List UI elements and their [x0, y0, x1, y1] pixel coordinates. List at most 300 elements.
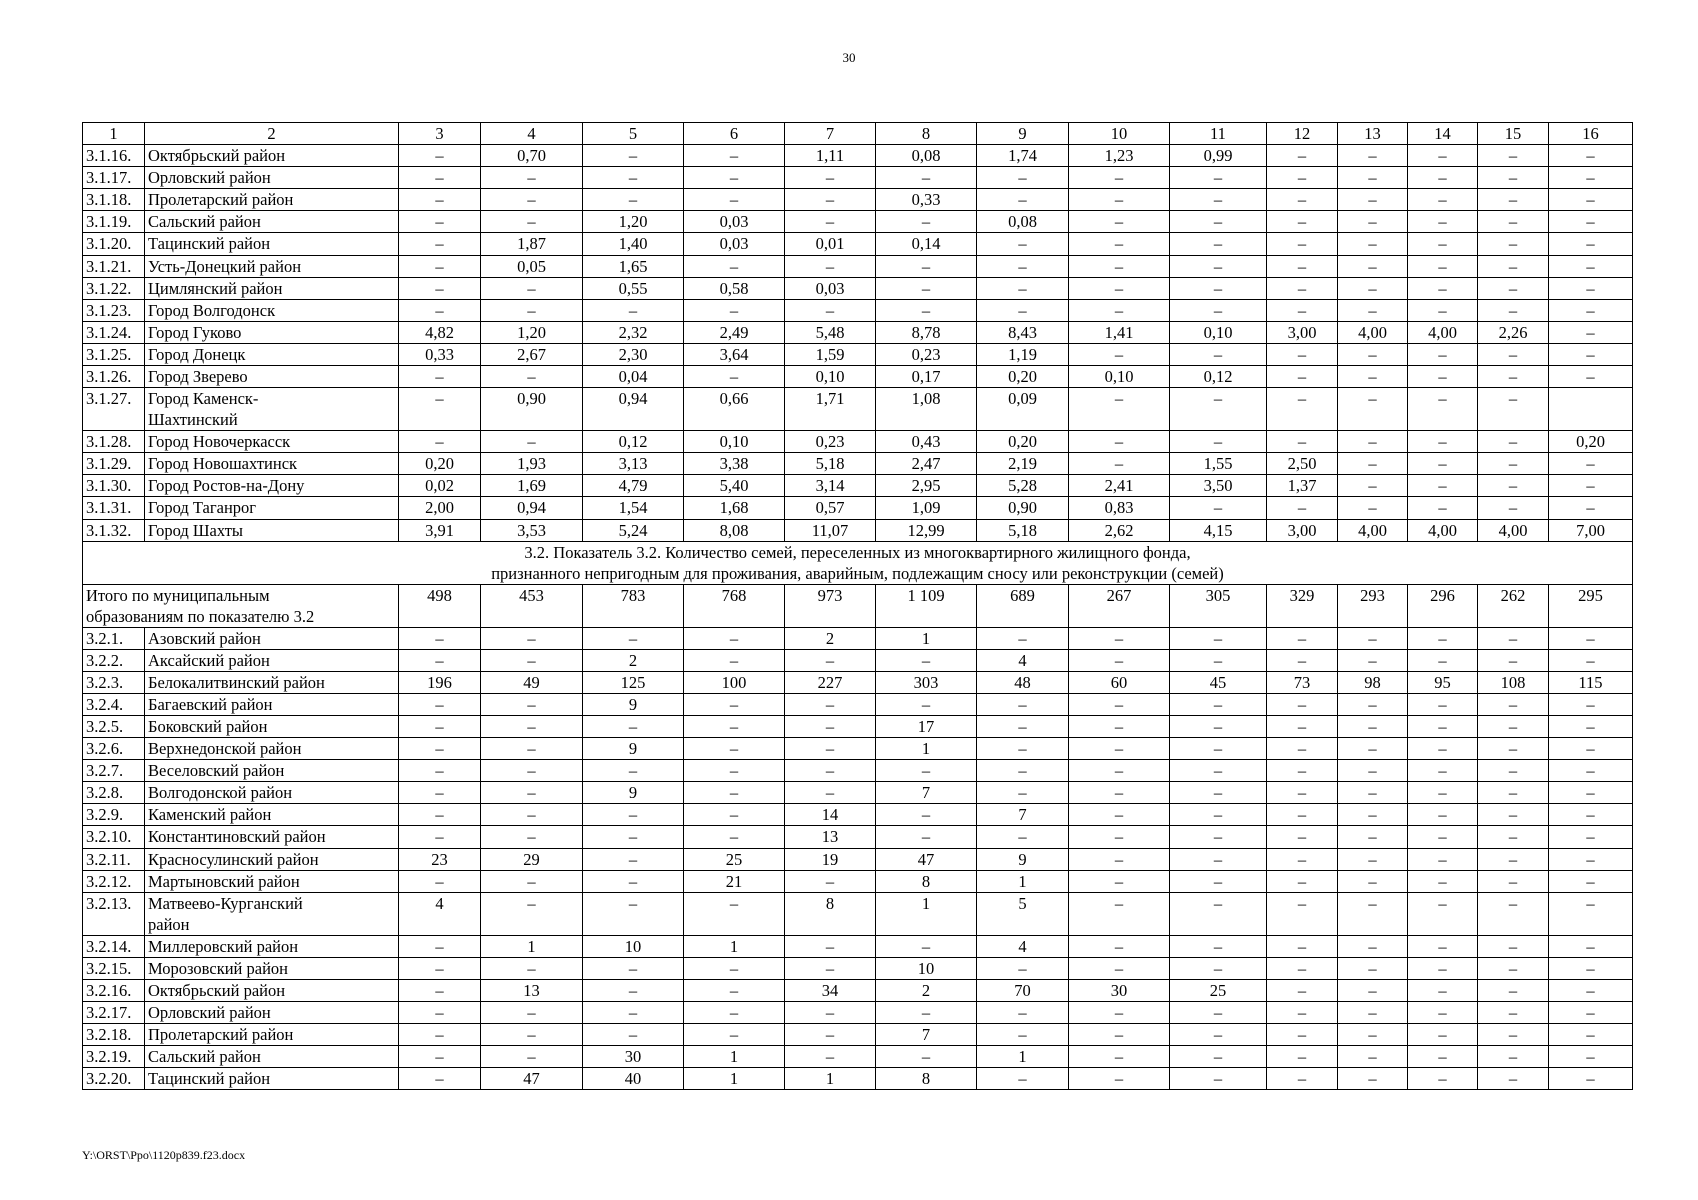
- value-cell: –: [1267, 1002, 1338, 1024]
- value-cell: 2,00: [399, 497, 481, 519]
- value-cell: 1,19: [977, 343, 1069, 365]
- row-number: 3.1.19.: [83, 211, 145, 233]
- value-cell: 0,83: [1069, 497, 1170, 519]
- total-value-cell: 1 109: [876, 584, 977, 627]
- value-cell: –: [1549, 453, 1633, 475]
- row-number: 3.1.28.: [83, 431, 145, 453]
- value-cell: –: [1408, 935, 1478, 957]
- value-cell: –: [1408, 255, 1478, 277]
- value-cell: 1,71: [785, 388, 876, 431]
- value-cell: 14: [785, 804, 876, 826]
- value-cell: –: [1069, 957, 1170, 979]
- value-cell: 5,18: [785, 453, 876, 475]
- value-cell: 4,15: [1170, 519, 1267, 541]
- value-cell: –: [583, 1002, 684, 1024]
- value-cell: –: [583, 1024, 684, 1046]
- value-cell: –: [1170, 715, 1267, 737]
- value-cell: –: [1267, 804, 1338, 826]
- value-cell: 2,19: [977, 453, 1069, 475]
- value-cell: –: [1338, 738, 1408, 760]
- value-cell: –: [684, 738, 785, 760]
- value-cell: –: [1549, 1024, 1633, 1046]
- value-cell: –: [876, 649, 977, 671]
- value-cell: –: [1267, 738, 1338, 760]
- table-row: [83, 979, 1633, 1001]
- value-cell: 34: [785, 979, 876, 1001]
- value-cell: –: [876, 1002, 977, 1024]
- value-cell: –: [1408, 804, 1478, 826]
- value-cell: 0,08: [876, 145, 977, 167]
- value-cell: –: [1478, 715, 1549, 737]
- value-cell: –: [684, 649, 785, 671]
- value-cell: –: [1338, 343, 1408, 365]
- value-cell: –: [1338, 277, 1408, 299]
- row-name: Пролетарский район: [145, 1024, 399, 1046]
- value-cell: –: [1170, 299, 1267, 321]
- value-cell: –: [1338, 167, 1408, 189]
- row-number: 3.1.26.: [83, 366, 145, 388]
- value-cell: 1: [684, 1068, 785, 1090]
- row-name-line: Матвеево-Курганский: [148, 893, 303, 913]
- value-cell: –: [977, 826, 1069, 848]
- value-cell: –: [583, 627, 684, 649]
- value-cell: 1: [684, 1046, 785, 1068]
- value-cell: –: [684, 715, 785, 737]
- table-row: [83, 870, 1633, 892]
- row-number: 3.2.2.: [83, 649, 145, 671]
- value-cell: –: [1338, 211, 1408, 233]
- value-cell: –: [1549, 979, 1633, 1001]
- row-name-line: Шахтинский: [148, 410, 238, 430]
- value-cell: 0,04: [583, 366, 684, 388]
- value-cell: 25: [1170, 979, 1267, 1001]
- value-cell: –: [1170, 1046, 1267, 1068]
- column-header: 12: [1267, 123, 1338, 145]
- value-cell: –: [1478, 1068, 1549, 1090]
- value-cell: –: [1408, 870, 1478, 892]
- value-cell: 0,20: [977, 431, 1069, 453]
- value-cell: –: [1478, 475, 1549, 497]
- value-cell: 9: [977, 848, 1069, 870]
- value-cell: –: [1267, 255, 1338, 277]
- value-cell: –: [1338, 388, 1408, 431]
- value-cell: –: [1338, 957, 1408, 979]
- column-header: 16: [1549, 123, 1633, 145]
- value-cell: –: [1408, 497, 1478, 519]
- value-cell: –: [785, 870, 876, 892]
- value-cell: –: [1408, 1068, 1478, 1090]
- value-cell: –: [1408, 277, 1478, 299]
- value-cell: –: [1069, 782, 1170, 804]
- value-cell: –: [1549, 321, 1633, 343]
- value-cell: 1,55: [1170, 453, 1267, 475]
- value-cell: –: [876, 255, 977, 277]
- value-cell: –: [977, 760, 1069, 782]
- value-cell: –: [1170, 167, 1267, 189]
- row-name: Город Таганрог: [145, 497, 399, 519]
- value-cell: –: [399, 167, 481, 189]
- value-cell: 2,62: [1069, 519, 1170, 541]
- column-header: 6: [684, 123, 785, 145]
- value-cell: –: [1170, 497, 1267, 519]
- value-cell: –: [583, 870, 684, 892]
- value-cell: –: [1267, 649, 1338, 671]
- value-cell: 1: [684, 935, 785, 957]
- row-name: Пролетарский район: [145, 189, 399, 211]
- value-cell: 0,94: [481, 497, 583, 519]
- table-row: [83, 431, 1633, 453]
- value-cell: 8: [785, 892, 876, 935]
- value-cell: 49: [481, 671, 583, 693]
- value-cell: –: [481, 189, 583, 211]
- row-number: 3.2.1.: [83, 627, 145, 649]
- row-name: Сальский район: [145, 1046, 399, 1068]
- value-cell: –: [1338, 870, 1408, 892]
- row-number: 3.2.11.: [83, 848, 145, 870]
- value-cell: 70: [977, 979, 1069, 1001]
- value-cell: 1,08: [876, 388, 977, 431]
- value-cell: 0,08: [977, 211, 1069, 233]
- table-row: [83, 299, 1633, 321]
- value-cell: –: [1170, 211, 1267, 233]
- value-cell: –: [481, 366, 583, 388]
- value-cell: –: [583, 167, 684, 189]
- row-number: 3.2.5.: [83, 715, 145, 737]
- row-number: 3.2.18.: [83, 1024, 145, 1046]
- value-cell: 47: [481, 1068, 583, 1090]
- value-cell: –: [583, 804, 684, 826]
- table-row: [83, 738, 1633, 760]
- value-cell: 2,50: [1267, 453, 1338, 475]
- value-cell: 1,09: [876, 497, 977, 519]
- value-cell: 12,99: [876, 519, 977, 541]
- value-cell: 1,40: [583, 233, 684, 255]
- value-cell: –: [1267, 431, 1338, 453]
- indicator-table: [82, 122, 1633, 1090]
- value-cell: –: [1170, 935, 1267, 957]
- value-cell: –: [876, 935, 977, 957]
- value-cell: –: [684, 167, 785, 189]
- total-value-cell: 295: [1549, 584, 1633, 627]
- row-name: Орловский район: [145, 1002, 399, 1024]
- value-cell: –: [1549, 782, 1633, 804]
- value-cell: –: [1478, 388, 1549, 431]
- value-cell: –: [1338, 760, 1408, 782]
- value-cell: –: [684, 957, 785, 979]
- value-cell: –: [1408, 145, 1478, 167]
- value-cell: 0,05: [481, 255, 583, 277]
- value-cell: –: [481, 738, 583, 760]
- value-cell: –: [785, 167, 876, 189]
- row-name: Багаевский район: [145, 693, 399, 715]
- value-cell: –: [785, 715, 876, 737]
- value-cell: –: [977, 627, 1069, 649]
- value-cell: –: [1549, 1002, 1633, 1024]
- value-cell: 0,03: [785, 277, 876, 299]
- row-name: Красносулинский район: [145, 848, 399, 870]
- value-cell: –: [1170, 870, 1267, 892]
- row-number: 3.2.19.: [83, 1046, 145, 1068]
- value-cell: –: [1338, 804, 1408, 826]
- value-cell: 4: [399, 892, 481, 935]
- value-cell: –: [1069, 627, 1170, 649]
- value-cell: –: [1338, 935, 1408, 957]
- value-cell: 2,67: [481, 343, 583, 365]
- value-cell: 4,00: [1338, 519, 1408, 541]
- value-cell: 5,28: [977, 475, 1069, 497]
- value-cell: –: [1549, 870, 1633, 892]
- value-cell: –: [1408, 211, 1478, 233]
- value-cell: 2: [785, 627, 876, 649]
- total-value-cell: 453: [481, 584, 583, 627]
- value-cell: 0,10: [684, 431, 785, 453]
- table-row: [83, 1068, 1633, 1090]
- row-number: 3.1.29.: [83, 453, 145, 475]
- row-name: Город Волгодонск: [145, 299, 399, 321]
- value-cell: –: [1478, 848, 1549, 870]
- value-cell: –: [1069, 760, 1170, 782]
- value-cell: –: [399, 211, 481, 233]
- value-cell: –: [1267, 145, 1338, 167]
- value-cell: 0,03: [684, 211, 785, 233]
- value-cell: 1,11: [785, 145, 876, 167]
- value-cell: 0,12: [583, 431, 684, 453]
- value-cell: 21: [684, 870, 785, 892]
- value-cell: –: [583, 892, 684, 935]
- table-row: [83, 826, 1633, 848]
- value-cell: 3,64: [684, 343, 785, 365]
- value-cell: 108: [1478, 671, 1549, 693]
- row-number: 3.1.21.: [83, 255, 145, 277]
- row-number: 3.2.7.: [83, 760, 145, 782]
- value-cell: 115: [1549, 671, 1633, 693]
- value-cell: –: [977, 255, 1069, 277]
- value-cell: 0,10: [1069, 366, 1170, 388]
- row-number: 3.2.17.: [83, 1002, 145, 1024]
- value-cell: –: [399, 1024, 481, 1046]
- value-cell: –: [399, 627, 481, 649]
- value-cell: –: [785, 1002, 876, 1024]
- value-cell: –: [684, 299, 785, 321]
- value-cell: –: [1549, 627, 1633, 649]
- value-cell: –: [1338, 649, 1408, 671]
- value-cell: –: [1478, 343, 1549, 365]
- value-cell: –: [1408, 299, 1478, 321]
- footer-file-path: Y:\ORST\Ppo\1120p839.f23.docx: [82, 1148, 246, 1162]
- value-cell: 1,20: [583, 211, 684, 233]
- value-cell: 4,82: [399, 321, 481, 343]
- value-cell: –: [785, 1024, 876, 1046]
- value-cell: –: [399, 715, 481, 737]
- value-cell: 7: [876, 782, 977, 804]
- row-name: [145, 892, 399, 935]
- row-number: 3.1.32.: [83, 519, 145, 541]
- row-name: Константиновский район: [145, 826, 399, 848]
- value-cell: 3,00: [1267, 519, 1338, 541]
- value-cell: –: [1069, 935, 1170, 957]
- value-cell: –: [1478, 189, 1549, 211]
- value-cell: –: [1170, 826, 1267, 848]
- value-cell: –: [876, 1046, 977, 1068]
- row-name: Усть-Донецкий район: [145, 255, 399, 277]
- value-cell: 2,95: [876, 475, 977, 497]
- value-cell: 13: [481, 979, 583, 1001]
- value-cell: –: [1549, 233, 1633, 255]
- section-title: [83, 541, 1633, 584]
- column-header: 10: [1069, 123, 1170, 145]
- value-cell: 2,30: [583, 343, 684, 365]
- column-header: 11: [1170, 123, 1267, 145]
- value-cell: –: [785, 782, 876, 804]
- value-cell: –: [1338, 145, 1408, 167]
- value-cell: 60: [1069, 671, 1170, 693]
- column-header: 4: [481, 123, 583, 145]
- value-cell: 95: [1408, 671, 1478, 693]
- row-name: Аксайский район: [145, 649, 399, 671]
- value-cell: –: [583, 760, 684, 782]
- value-cell: –: [583, 299, 684, 321]
- value-cell: 10: [583, 935, 684, 957]
- value-cell: –: [481, 892, 583, 935]
- table-row: [83, 255, 1633, 277]
- value-cell: 4,00: [1478, 519, 1549, 541]
- value-cell: 2,49: [684, 321, 785, 343]
- row-name: Каменский район: [145, 804, 399, 826]
- value-cell: –: [1549, 848, 1633, 870]
- value-cell: 8: [876, 1068, 977, 1090]
- value-cell: 3,13: [583, 453, 684, 475]
- value-cell: –: [684, 782, 785, 804]
- value-cell: –: [1408, 1046, 1478, 1068]
- value-cell: 0,02: [399, 475, 481, 497]
- value-cell: 3,00: [1267, 321, 1338, 343]
- value-cell: –: [1170, 848, 1267, 870]
- row-number: 3.1.25.: [83, 343, 145, 365]
- value-cell: 4: [977, 649, 1069, 671]
- value-cell: 3,91: [399, 519, 481, 541]
- value-cell: –: [1170, 804, 1267, 826]
- value-cell: –: [399, 693, 481, 715]
- column-header: 3: [399, 123, 481, 145]
- value-cell: –: [1408, 1024, 1478, 1046]
- value-cell: –: [1069, 167, 1170, 189]
- value-cell: 1,69: [481, 475, 583, 497]
- value-cell: –: [1069, 233, 1170, 255]
- value-cell: 0,17: [876, 366, 977, 388]
- value-cell: –: [1408, 715, 1478, 737]
- value-cell: 30: [1069, 979, 1170, 1001]
- value-cell: –: [481, 760, 583, 782]
- value-cell: –: [1267, 277, 1338, 299]
- value-cell: –: [1338, 255, 1408, 277]
- value-cell: –: [1267, 782, 1338, 804]
- value-cell: 73: [1267, 671, 1338, 693]
- value-cell: –: [684, 627, 785, 649]
- value-cell: –: [1478, 277, 1549, 299]
- value-cell: –: [399, 189, 481, 211]
- value-cell: –: [1478, 167, 1549, 189]
- value-cell: –: [1478, 255, 1549, 277]
- row-number: 3.1.24.: [83, 321, 145, 343]
- total-label: [83, 584, 399, 627]
- value-cell: 2,32: [583, 321, 684, 343]
- value-cell: –: [1478, 453, 1549, 475]
- value-cell: –: [1069, 804, 1170, 826]
- value-cell: –: [1549, 299, 1633, 321]
- value-cell: –: [481, 1002, 583, 1024]
- value-cell: 9: [583, 782, 684, 804]
- value-cell: –: [684, 189, 785, 211]
- value-cell: –: [1069, 1002, 1170, 1024]
- value-cell: –: [1478, 826, 1549, 848]
- value-cell: –: [481, 1024, 583, 1046]
- value-cell: 1,41: [1069, 321, 1170, 343]
- value-cell: –: [1408, 649, 1478, 671]
- value-cell: –: [876, 804, 977, 826]
- value-cell: –: [1170, 189, 1267, 211]
- value-cell: 0,70: [481, 145, 583, 167]
- value-cell: –: [1338, 1068, 1408, 1090]
- value-cell: 0,03: [684, 233, 785, 255]
- value-cell: –: [1338, 233, 1408, 255]
- value-cell: –: [1478, 1002, 1549, 1024]
- value-cell: –: [1408, 848, 1478, 870]
- value-cell: 13: [785, 826, 876, 848]
- row-number: 3.1.16.: [83, 145, 145, 167]
- value-cell: –: [1170, 782, 1267, 804]
- table-row: [83, 892, 1633, 935]
- row-name: Октябрьский район: [145, 145, 399, 167]
- value-cell: –: [1408, 826, 1478, 848]
- value-cell: –: [1408, 738, 1478, 760]
- table-row: [83, 189, 1633, 211]
- value-cell: –: [1478, 431, 1549, 453]
- value-cell: 1: [876, 627, 977, 649]
- row-name-line: Город Каменск-: [148, 389, 259, 409]
- row-name: [145, 388, 399, 431]
- value-cell: –: [1069, 1068, 1170, 1090]
- value-cell: –: [399, 299, 481, 321]
- value-cell: –: [583, 715, 684, 737]
- value-cell: –: [1478, 804, 1549, 826]
- table-row: [83, 366, 1633, 388]
- value-cell: –: [1478, 935, 1549, 957]
- value-cell: 8,43: [977, 321, 1069, 343]
- value-cell: –: [481, 957, 583, 979]
- value-cell: 3,14: [785, 475, 876, 497]
- value-cell: –: [1267, 957, 1338, 979]
- table-row: [83, 627, 1633, 649]
- value-cell: –: [1267, 935, 1338, 957]
- value-cell: –: [1478, 870, 1549, 892]
- value-cell: –: [399, 649, 481, 671]
- value-cell: –: [1338, 848, 1408, 870]
- row-name: Сальский район: [145, 211, 399, 233]
- value-cell: –: [1069, 848, 1170, 870]
- row-name: Город Донецк: [145, 343, 399, 365]
- value-cell: 0,20: [977, 366, 1069, 388]
- value-cell: 8,08: [684, 519, 785, 541]
- value-cell: –: [1549, 211, 1633, 233]
- value-cell: –: [1069, 189, 1170, 211]
- value-cell: –: [1549, 693, 1633, 715]
- value-cell: –: [583, 145, 684, 167]
- value-cell: –: [1069, 870, 1170, 892]
- value-cell: –: [1069, 431, 1170, 453]
- value-cell: 196: [399, 671, 481, 693]
- value-cell: –: [481, 431, 583, 453]
- value-cell: –: [876, 693, 977, 715]
